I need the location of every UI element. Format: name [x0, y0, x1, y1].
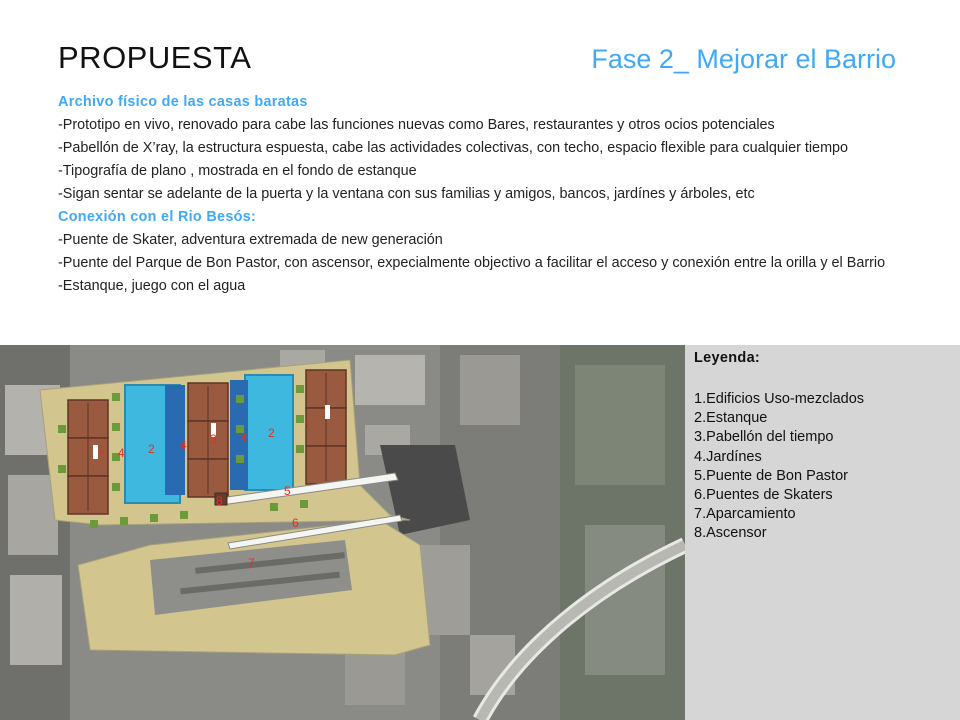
legend-item: 8.Ascensor	[694, 525, 767, 542]
map-label: 1	[98, 442, 105, 456]
map-label: 1	[304, 419, 311, 433]
map-label: 5	[284, 484, 291, 498]
section-heading-conexion: Conexión con el Rio Besós:	[58, 209, 257, 225]
aerial-site-plan	[0, 345, 685, 720]
list-item: -Puente del Parque de Bon Pastor, con ascensor, expecialmente objectivo a facilitar el acceso y conexión entre la orilla y el Barrio	[58, 255, 886, 271]
legend-item: 2.Estanque	[694, 410, 768, 427]
map-label: 4	[240, 431, 247, 445]
description	[58, 94, 896, 301]
map-label: 7	[248, 556, 255, 570]
legend-item: 6.Puentes de Skaters	[694, 487, 833, 504]
list-item: -Sigan sentar se adelante de la puerta y la ventana con sus familias y amigos, bancos, jardínes y árboles, etc	[58, 186, 755, 202]
map-label: 2	[268, 426, 275, 440]
legend-list	[694, 390, 864, 544]
legend-item: 4.Jardínes	[694, 448, 762, 465]
map-label: 4	[180, 438, 187, 452]
list-item: -Estanque, juego con el agua	[58, 278, 246, 294]
section-heading-archivo: Archivo físico de las casas baratas	[58, 94, 308, 110]
legend-item: 1.Edificios Uso-mezclados	[694, 391, 865, 407]
legend-panel	[685, 345, 960, 720]
list-item: -Tipografía de plano , mostrada en el fondo de estanque	[58, 163, 417, 179]
legend-title: Leyenda:	[694, 350, 761, 366]
legend-item: 3.Pabellón del tiempo	[694, 429, 834, 446]
map-label: 3	[210, 432, 217, 446]
site-plan-map	[0, 345, 685, 720]
legend-item: 7.Aparcamiento	[694, 506, 796, 523]
legend-item: 5.Puente de Bon Pastor	[694, 467, 848, 484]
page-title: PROPUESTA	[58, 40, 252, 75]
map-label: 8	[216, 494, 223, 508]
map-label: 2	[148, 442, 155, 456]
list-item: -Pabellón de X’ray, la estructura espuesta, cabe las actividades colectivas, con techo, espacio flexible para cualquier tiempo	[58, 140, 849, 156]
map-label: 6	[292, 516, 299, 530]
page-subtitle: Fase 2_ Mejorar el Barrio	[591, 44, 896, 74]
list-item: -Puente de Skater, adventura extremada de new generación	[58, 232, 443, 248]
list-item: -Prototipo en vivo, renovado para cabe las funciones nuevas como Bares, restaurantes y otros ocios potenciales	[58, 117, 775, 133]
map-label: 4	[118, 446, 125, 460]
